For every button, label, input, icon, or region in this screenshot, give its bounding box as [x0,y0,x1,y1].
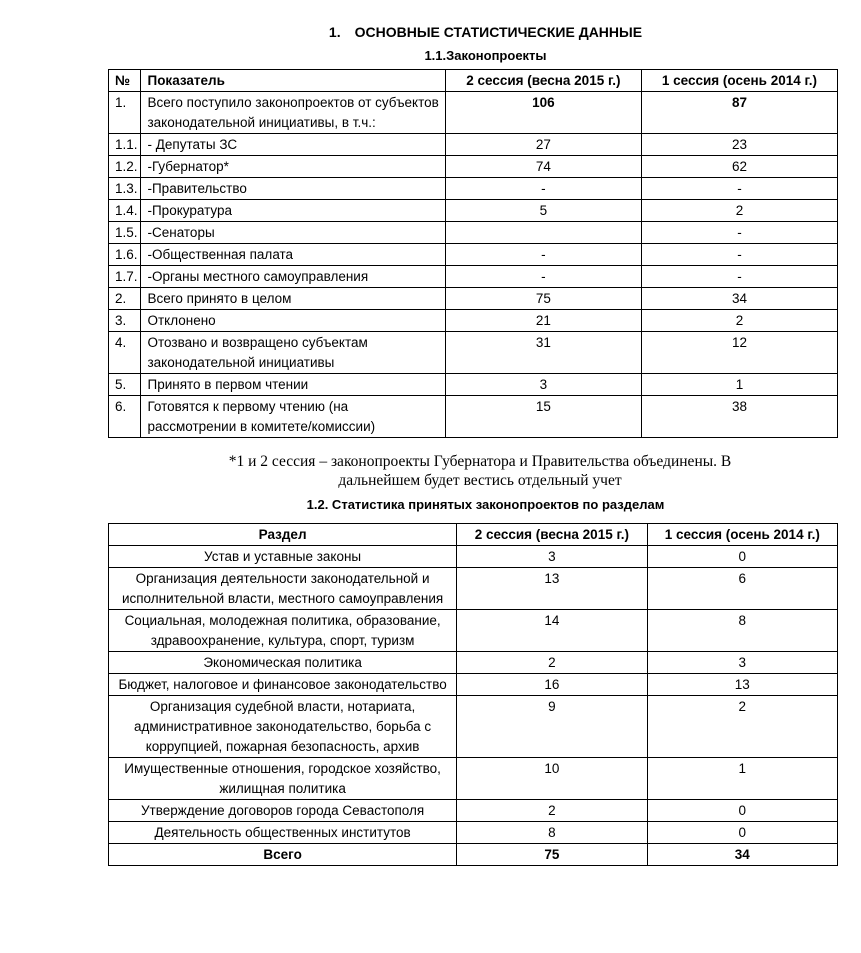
row-indicator: Готовятся к первому чтению (на рассмотрении в комитете/комиссии) [141,396,445,438]
row-session2: - [445,178,641,200]
row-indicator: -Правительство [141,178,445,200]
table-row [109,822,838,844]
row-indicator: -Губернатор* [141,156,445,178]
table-row [109,610,838,652]
row-session1: 3 [647,652,837,674]
row-indicator: - Депутаты ЗС [141,134,445,156]
row-section: Организация деятельности законодательной и исполнительной власти, местного самоуправления [109,568,457,610]
row-section: Утверждение договоров города Севастополя [109,800,457,822]
header-session1: 1 сессия (осень 2014 г.) [641,70,837,92]
table-row [109,178,838,200]
row-session1: 0 [647,800,837,822]
row-num: 1.3. [109,178,141,200]
row-session2: 10 [457,758,647,800]
row-session1: - [641,244,837,266]
title-text: ОСНОВНЫЕ СТАТИСТИЧЕСКИЕ ДАННЫЕ [354,24,643,40]
header-session2: 2 сессия (весна 2015 г.) [457,524,647,546]
row-section: Имущественные отношения, городское хозяйство, жилищная политика [109,758,457,800]
table-row [109,244,838,266]
row-session1: 6 [647,568,837,610]
row-num: 5. [109,374,141,396]
row-session1: 1 [647,758,837,800]
row-num: 1.1. [109,134,141,156]
row-session2: 31 [445,332,641,374]
row-indicator: -Прокуратура [141,200,445,222]
row-section: Бюджет, налоговое и финансовое законодательство [109,674,457,696]
bills-table [108,69,838,438]
table-row [109,758,838,800]
row-session2: 3 [445,374,641,396]
section1-title: 1.1.Законопроекты [424,48,547,63]
row-indicator: Всего поступило законопроектов от субъектов законодательной инициативы, в т.ч.: [141,92,445,134]
row-session1: 13 [647,674,837,696]
sections-table-header-row [109,524,838,546]
row-section: Социальная, молодежная политика, образование, здравоохранение, культура, спорт, туризм [109,610,457,652]
row-session2: 21 [445,310,641,332]
row-session2: - [445,244,641,266]
row-indicator: -Общественная палата [141,244,445,266]
row-session2: 27 [445,134,641,156]
row-session1: 1 [641,374,837,396]
row-num: 2. [109,288,141,310]
footnote [110,452,850,490]
row-session2: 13 [457,568,647,610]
table-row [109,200,838,222]
row-session1: 2 [647,696,837,758]
row-session1: 8 [647,610,837,652]
row-session2 [445,222,641,244]
table-row [109,396,838,438]
row-section: Деятельность общественных институтов [109,822,457,844]
row-indicator: Принято в первом чтении [141,374,445,396]
row-session1: 2 [641,200,837,222]
row-session1: 62 [641,156,837,178]
row-session2: 74 [445,156,641,178]
table-row [109,332,838,374]
row-num: 1.6. [109,244,141,266]
row-session2: 2 [457,652,647,674]
row-num: 1.7. [109,266,141,288]
row-num: 4. [109,332,141,374]
row-indicator: Всего принято в целом [141,288,445,310]
row-section: Экономическая политика [109,652,457,674]
row-session2: 3 [457,546,647,568]
row-session2: 15 [445,396,641,438]
row-session1: - [641,178,837,200]
row-session1: 2 [641,310,837,332]
row-session1: 0 [647,546,837,568]
row-num: 1.2. [109,156,141,178]
row-session2: 106 [445,92,641,134]
table-row [109,92,838,134]
table-row [109,266,838,288]
row-session1: - [641,266,837,288]
table-row [109,800,838,822]
table-row [109,652,838,674]
row-session1: 87 [641,92,837,134]
header-section: Раздел [109,524,457,546]
row-num: 6. [109,396,141,438]
row-indicator: -Органы местного самоуправления [141,266,445,288]
table-row [109,568,838,610]
row-session2: 14 [457,610,647,652]
row-session1: 0 [647,822,837,844]
header-session2: 2 сессия (весна 2015 г.) [445,70,641,92]
title-number: 1. [328,24,341,40]
table-row [109,156,838,178]
footnote-line2: дальнейшем будет вестись отдельный учет [338,472,622,489]
row-session2: 8 [457,822,647,844]
table-row [109,674,838,696]
row-session1: - [641,222,837,244]
row-session2: - [445,266,641,288]
table-row [109,134,838,156]
header-session1: 1 сессия (осень 2014 г.) [647,524,837,546]
table-row [109,546,838,568]
header-num: № [109,70,141,92]
table-row [109,222,838,244]
row-session1: 23 [641,134,837,156]
row-num: 1.5. [109,222,141,244]
row-indicator: Отклонено [141,310,445,332]
row-session2: 5 [445,200,641,222]
row-session2: 75 [445,288,641,310]
row-session1: 12 [641,332,837,374]
bills-table-header-row [109,70,838,92]
total-row [109,844,838,866]
row-session2: 9 [457,696,647,758]
row-num: 1. [109,92,141,134]
row-indicator: Отозвано и возвращено субъектам законодательной инициативы [141,332,445,374]
row-session2: 16 [457,674,647,696]
table-row [109,696,838,758]
row-section: Устав и уставные законы [109,546,457,568]
row-section: Организация судебной власти, нотариата, административное законодательство, борьба с коррупцией, пожарная безопасность, архив [109,696,457,758]
section2-title: 1.2. Статистика принятых законопроектов по разделам [306,497,665,512]
footnote-line1: *1 и 2 сессия – законопроекты Губернатора и Правительства объединены. В [228,453,732,470]
table-row [109,374,838,396]
table-row [109,310,838,332]
header-indicator: Показатель [141,70,445,92]
page-title [0,24,861,40]
table-row [109,288,838,310]
row-num: 3. [109,310,141,332]
row-session1: 38 [641,396,837,438]
row-num: 1.4. [109,200,141,222]
row-session2: 2 [457,800,647,822]
row-indicator: -Сенаторы [141,222,445,244]
sections-table [108,523,838,866]
total-session2: 75 [457,844,647,866]
row-session1: 34 [641,288,837,310]
total-session1: 34 [647,844,837,866]
total-label: Всего [109,844,457,866]
